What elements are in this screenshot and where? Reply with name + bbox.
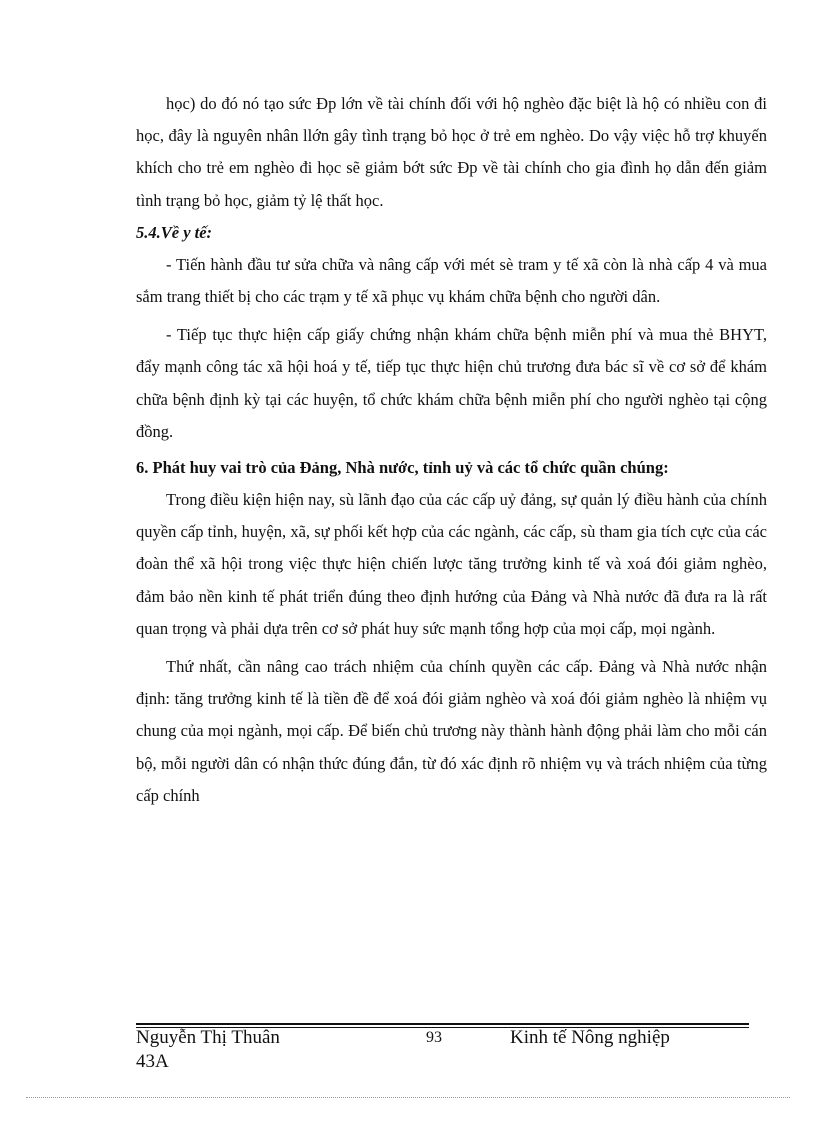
section-heading-5-4: 5.4.Về y tế: bbox=[136, 222, 213, 242]
paragraph: Trong điều kiện hiện nay, sù lãnh đạo của các cấp uỷ đảng, sự quản lý điều hành của chính quyền cấp tỉnh, huyện, xã, sự phối kết hợp của các ngành, các cấp, sù tham gia tích cực của các đoàn thể xã hội trong việc thực hiện chiến lược tăng trưởng kinh tế và xoá đói giảm nghèo, đảm bảo nền kinh tế phát triển đúng theo định hướng của Đảng và Nhà nước đã đưa ra là rất quan trọng và phải dựa trên cơ sở phát huy sức mạnh tổng hợp của mọi cấp, mọi ngành. bbox=[136, 490, 767, 638]
paragraph: học) do đó nó tạo sức Ðp lớn về tài chính đối với hộ nghèo đặc biệt là hộ có nhiều con đi học, đây là nguyên nhân llớn gây tình trạng bỏ học ở trẻ em nghèo. Do vậy việc hỗ trợ khuyến khích cho trẻ em nghèo đi học sẽ giảm bớt sức Ðp về tài chính cho gia đình họ dẫn đến giảm tình trạng bỏ học, giảm tỷ lệ thất học. bbox=[136, 94, 767, 210]
footer-divider bbox=[136, 1023, 749, 1025]
paragraph: - Tiếp tục thực hiện cấp giấy chứng nhận khám chữa bệnh miễn phí và mua thẻ BHYT, đẩy mạnh công tác xã hội hoá y tế, tiếp tục thực hiện chủ trương đưa bác sĩ về cơ sở để khám chữa bệnh định kỳ tại các huyện, tổ chức khám chữa bệnh miễn phí cho người nghèo tại cộng đồng. bbox=[136, 325, 767, 441]
page-boundary-dotted-line bbox=[26, 1097, 790, 1098]
body-text bbox=[136, 88, 767, 812]
page-number: 93 bbox=[426, 1029, 442, 1046]
section-heading-6: 6. Phát huy vai trò của Đảng, Nhà nước, tỉnh uỷ và các tổ chức quần chúng: bbox=[136, 458, 669, 478]
footer-author: Nguyễn Thị Thuân 43A bbox=[136, 1027, 280, 1072]
paragraph: Thứ nhất, cần nâng cao trách nhiệm của chính quyền các cấp. Đảng và Nhà nước nhận định: tăng trưởng kinh tế là tiền đề để xoá đói giảm nghèo và xoá đói giảm nghèo là nhiệm vụ chung của mọi ngành, mọi cấp. Để biến chủ trương này thành hành động phải làm cho mỗi cán bộ, mỗi người dân có nhận thức đúng đắn, từ đó xác định rõ nhiệm vụ và trách nhiệm của từng cấp chính bbox=[136, 657, 767, 805]
paragraph: - Tiến hành đầu tư sửa chữa và nâng cấp với mét sè tram y tế xã còn là nhà cấp 4 và mua sắm trang thiết bị cho các trạm y tế xã phục vụ khám chữa bệnh cho người dân. bbox=[136, 254, 767, 307]
footer-department: Kinh tế Nông nghiệp bbox=[510, 1027, 670, 1048]
